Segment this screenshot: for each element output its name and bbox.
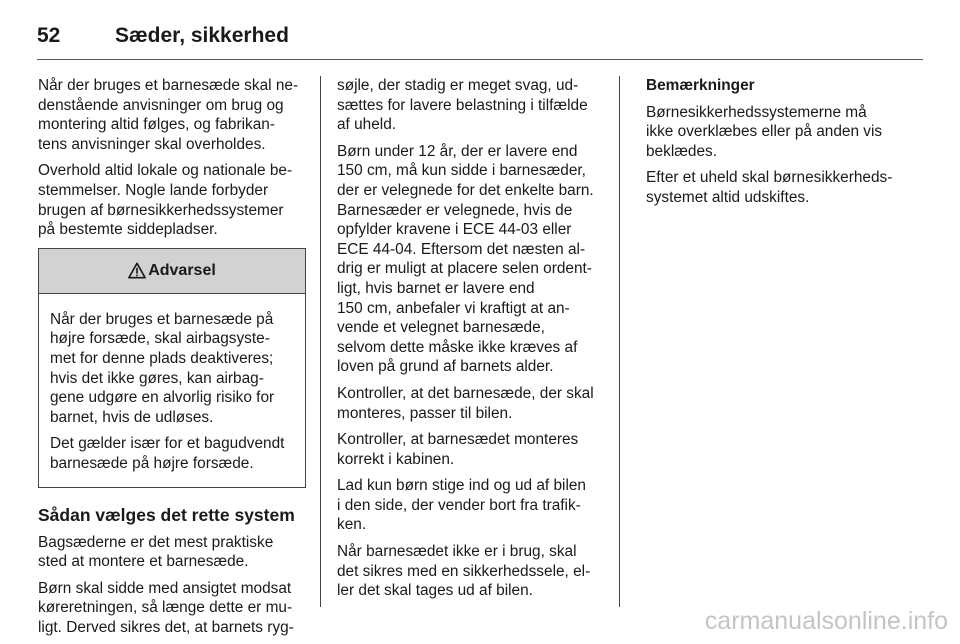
warning-box bbox=[38, 248, 306, 488]
column-divider bbox=[619, 76, 620, 607]
paragraph: Bagsæderne er det mest praktiske sted at montere et barnesæde. bbox=[38, 533, 274, 571]
warning-body bbox=[39, 294, 305, 487]
warning-header bbox=[39, 249, 305, 294]
paragraph: søjle, der stadig er meget svag, ud- sættes for lavere belastning i tilfælde af uheld. bbox=[337, 77, 588, 134]
paragraph: Kontroller, at barnesædet monteres korrekt i kabinen. bbox=[337, 431, 579, 468]
warning-title: Advarsel bbox=[148, 261, 216, 279]
paragraph: Børn skal sidde med ansigtet modsat køreretningen, så længe dette er mu- ligt. Derved sikres det, at barnets ryg- bbox=[38, 579, 294, 636]
header-rule bbox=[37, 59, 923, 60]
column-2 bbox=[337, 76, 605, 608]
page-header bbox=[37, 18, 923, 54]
column-divider bbox=[320, 76, 321, 607]
page-title: Sæder, sikkerhed bbox=[115, 24, 289, 47]
paragraph: Kontroller, at det barnesæde, der skal monteres, passer til bilen. bbox=[337, 384, 594, 422]
column-3 bbox=[646, 76, 916, 215]
paragraph: Børn under 12 år, der er lavere end 150 cm, må kun sidde i barnesæder, der er velegnede for det enkelte barn. Barnesæder er velegnede, hvis de opfylder kravene i ECE 44-03 eller ECE 44-04. Eftersom det næsten al- drig er muligt at placere selen ordent- ligt, hvis barnet er lavere end 150 cm, anbefaler vi kraftigt at an- vende et velegnet barnesæde, selvom dette måske ikke kræves af loven på grund af barnets alder. bbox=[337, 142, 594, 376]
column-1 bbox=[38, 76, 306, 644]
watermark: carmanualsonline.info bbox=[704, 607, 948, 635]
warning-paragraph: Når der bruges et barnesæde på højre forsæde, skal airbagsyste- met for denne plads deaktiveres; hvis det ikke gøres, kan airbag- gene udgøre en alvorlig risiko for barnet, hvis de udløses. bbox=[50, 310, 275, 426]
paragraph: Børnesikkerhedssystemerne må ikke overklæbes eller på anden vis beklædes. bbox=[646, 103, 883, 160]
warning-paragraph: Det gælder især for et bagudvendt barnesæde på højre forsæde. bbox=[50, 435, 285, 472]
paragraph: Når der bruges et barnesæde skal ne- denstående anvisninger om brug og montering altid følges, og fabrikan- tens anvisninger skal overholdes. bbox=[38, 77, 299, 153]
paragraph: Når barnesædet ikke er i brug, skal det sikres med en sikkerhedssele, el- ler det skal tages ud af bilen. bbox=[337, 543, 591, 600]
warning-triangle-icon bbox=[128, 262, 146, 279]
section-title: Sådan vælges det rette system bbox=[38, 504, 295, 525]
paragraph: Lad kun børn stige ind og ud af bilen i den side, der vender bort fra trafik- ken. bbox=[337, 477, 586, 534]
page-number: 52 bbox=[37, 24, 61, 47]
note-title: Bemærkninger bbox=[646, 77, 755, 94]
paragraph: Overhold altid lokale og nationale be- stemmelser. Nogle lande forbyder brugen af børnesikkerhedssystemer på bestemte siddepladser. bbox=[38, 162, 293, 239]
paragraph: Efter et uheld skal børnesikkerheds- systemet altid udskiftes. bbox=[646, 169, 893, 206]
